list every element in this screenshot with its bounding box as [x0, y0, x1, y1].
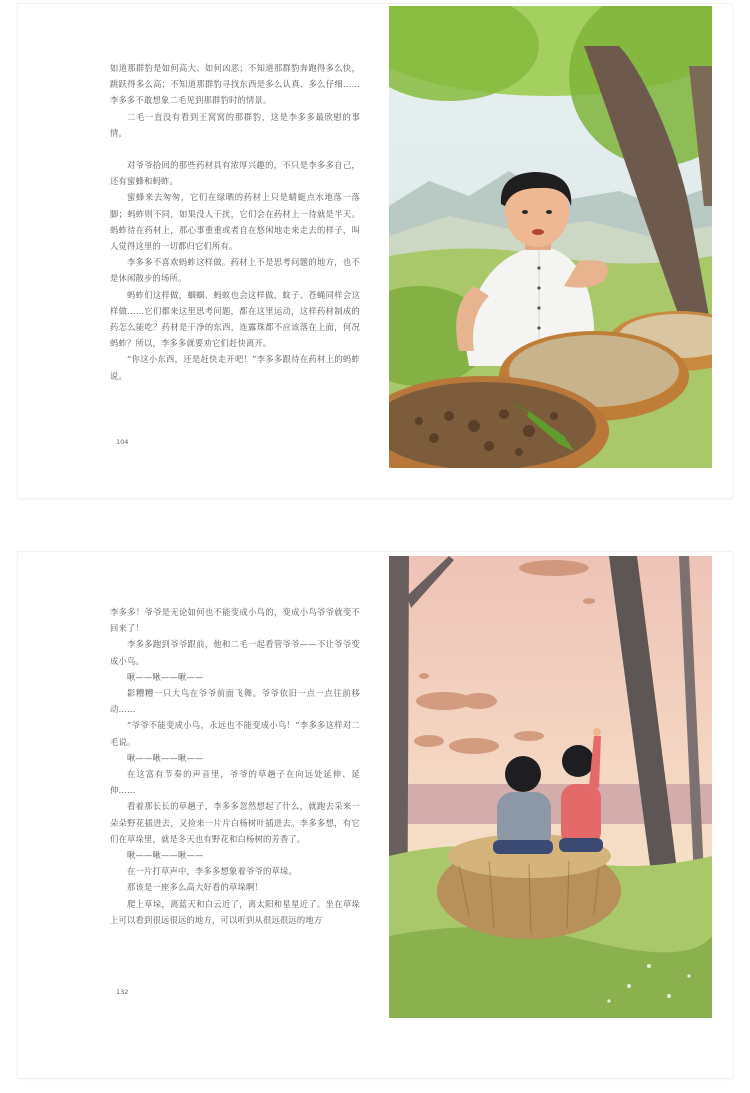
paragraph: 啾——啾——啾——: [127, 752, 204, 763]
illustration-boy-herb-baskets: [389, 6, 712, 468]
paragraph: 啾——啾——啾——: [127, 671, 204, 682]
paragraph: 影糟糟一只大鸟在爷爷前面飞舞。爷爷依旧一点一点往前移动……: [110, 688, 360, 715]
paragraph: 李多多不喜欢蚂蚱这样做。药材上不是思考问题的地方，也不是休闲散步的场所。: [110, 257, 360, 284]
paragraph: 蜜蜂来去匆匆，它们在绿晒的药材上只是蜻蜓点水地落一落脚；蚂蚱则不同，如果没人干扰，它们会在药材上一待就是半天。蚂蚱待在药材上，那心事重重或者自在悠闲地走来走去的样子，叫人觉得这里的一切都归它们所有。: [110, 192, 360, 252]
page-text: [110, 604, 360, 928]
paragraph: 在一片打草声中，李多多想象着爷爷的草垛。: [127, 866, 297, 877]
paragraph: 对爷爷拾回的那些药材具有浓厚兴趣的，不只是李多多自己，还有蜜蜂和蚂蚱。: [110, 160, 360, 187]
paragraph: “爷爷不能变成小鸟，永远也不能变成小鸟！”李多多这样对二毛说。: [110, 720, 360, 747]
page-text: [110, 60, 360, 384]
illustration-children-on-haystack: [389, 556, 712, 1018]
paragraph: 如道那群豹是如何高大、如何凶恶；不知道那群豹奔跑得多么快，跳跃得多么高；不知道那群豹寻找东西是多么认真、多么仔细……李多多不敢想象二毛见到那群豹时的情景。: [110, 63, 360, 106]
paragraph: 在这富有节奏的声音里，爷爷的草趟子在向远处延伸、延伸……: [110, 769, 360, 796]
paragraph: 二毛一直没有看到王窝窝的那群豹，这是李多多最欣慰的事情。: [110, 111, 360, 138]
page-number: 104: [116, 438, 129, 446]
paragraph: 李多多！爷爷是无论如何也不能变成小鸟的，变成小鸟爷爷就变不回来了！: [110, 607, 360, 634]
paragraph: 看着那长长的草趟子，李多多忽然想起了什么，就跑去采来一朵朵野花插进去，又捡来一片片白杨树叶插进去。李多多想，有它们在草垛里，就是冬天也有野花和白杨树的芳香了。: [110, 801, 360, 844]
paragraph: 那该是一座多么高大好看的草垛啊！: [127, 882, 263, 893]
paragraph: 爬上草垛，离蓝天和白云近了，离太阳和星星近了。坐在草垛上可以看到很远很远的地方，可以听到从很远很远的地方: [110, 898, 360, 925]
page-number: 132: [116, 988, 129, 996]
paragraph: “你这小东西，还是赶快走开吧！”李多多跟待在药材上的蚂蚱说。: [110, 354, 360, 381]
paragraph: 蚂蚱们这样做，蝈蝈、蚂蚁也会这样做，蚊子、苍蝇同样会这样做……它们都来这里思考问题，都在这里运动，这样药材制成的药怎么能吃？药材是干净的东西，连露珠都不应该落在上面，何况蚂蚱？所以，李多多就要劝它们赶快离开。: [110, 289, 360, 349]
book-page-104: [18, 4, 732, 498]
book-page-132: [18, 552, 732, 1078]
paragraph: 啾——啾——啾——: [127, 850, 204, 861]
paragraph: 李多多跑到爷爷跟前，他和二毛一起看管爷爷——不让爷爷变成小鸟。: [110, 639, 360, 666]
